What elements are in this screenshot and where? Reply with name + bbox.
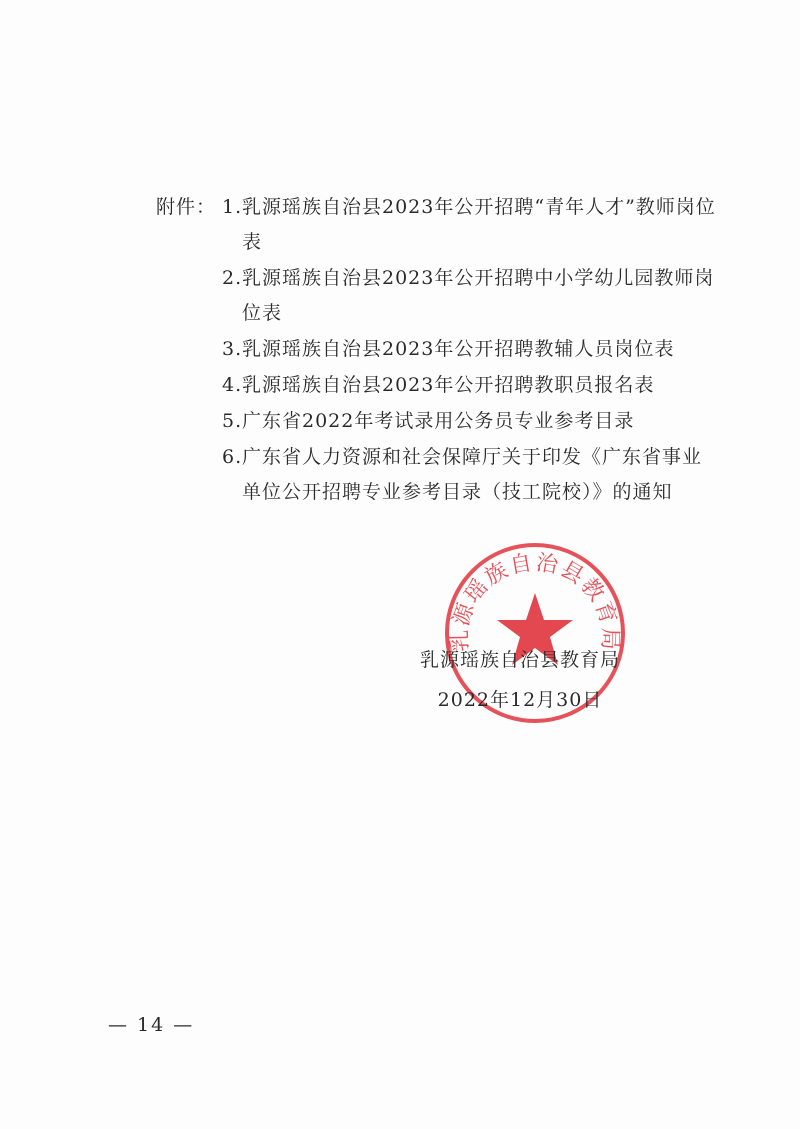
signature-block (360, 640, 680, 720)
attachment-item-2 (222, 261, 716, 331)
attachment-title: 乳源瑶族自治县2023年公开招聘教职员报名表 (242, 374, 655, 396)
attachment-title: 广东省人力资源和社会保障厅关于印发《广东省事业单位公开招聘专业参考目录（技工院校）》的通知 (242, 446, 703, 503)
attachment-number: 3. (222, 338, 243, 360)
attachments-label: 附件： (156, 196, 217, 218)
signature-organization: 乳源瑶族自治县教育局 (419, 649, 620, 671)
attachment-item-5 (222, 404, 716, 439)
seal-arc-text: 乳源瑶族自治县教育局 (447, 550, 623, 653)
attachment-number: 4. (222, 374, 243, 396)
signature-date: 2022年12月30日 (437, 689, 603, 711)
attachment-number: 6. (222, 446, 243, 468)
attachment-item-1 (222, 190, 716, 260)
attachments-section (156, 190, 716, 510)
attachments-list (222, 190, 716, 510)
attachment-title: 广东省2022年考试录用公务员专业参考目录 (242, 410, 635, 432)
attachment-item-6 (222, 440, 716, 510)
attachment-title: 乳源瑶族自治县2023年公开招聘中小学幼儿园教师岗位表 (242, 267, 715, 324)
page-number: — 14 — (108, 1014, 195, 1036)
attachment-title: 乳源瑶族自治县2023年公开招聘“青年人才”教师岗位表 (242, 196, 716, 253)
attachment-number: 5. (222, 410, 243, 432)
attachment-item-3 (222, 332, 716, 367)
attachment-number: 2. (222, 267, 243, 289)
attachment-number: 1. (222, 196, 243, 218)
attachment-item-4 (222, 368, 716, 403)
attachments-row (156, 190, 716, 510)
attachment-title: 乳源瑶族自治县2023年公开招聘教辅人员岗位表 (242, 338, 675, 360)
